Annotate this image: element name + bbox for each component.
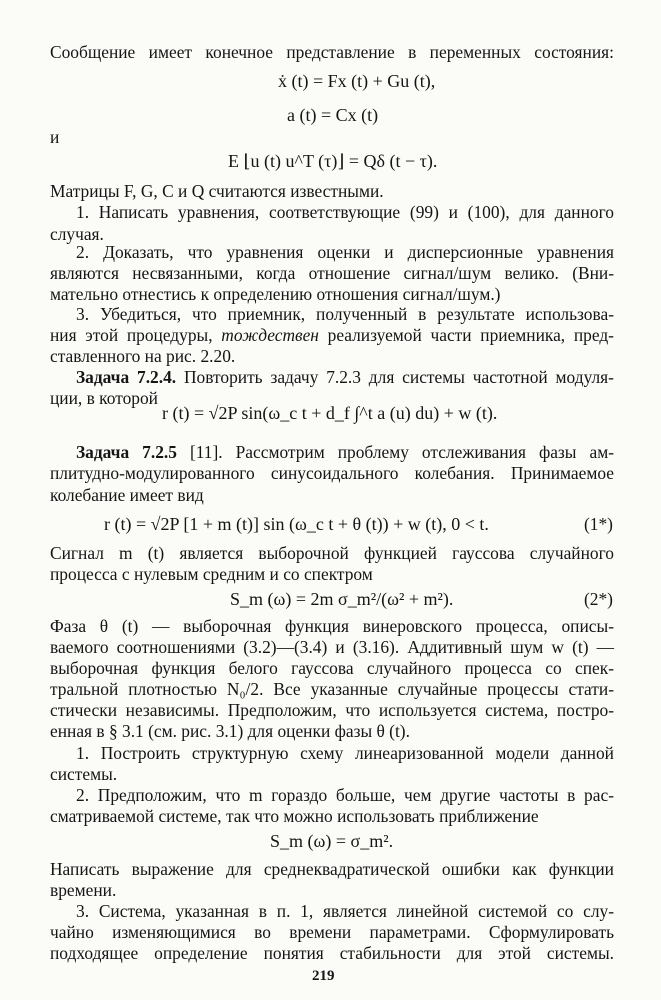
text-line: 2. Предположим, что m гораздо больше, чем другие частоты в рас- bbox=[76, 785, 614, 805]
equation-state: ẋ (t) = Fx (t) + Gu (t), bbox=[278, 71, 436, 91]
text-line: 3. Система, указанная в п. 1, является линейной системой со слу- bbox=[76, 901, 614, 921]
text-line: ваемого соотношениями (3.2)—(3.4) и (3.16). Аддитивный шум w (t) — bbox=[50, 637, 614, 657]
equation-number: (1*) bbox=[584, 514, 613, 534]
text-fragment: Повторить задачу 7.2.3 для системы частотной модуля- bbox=[183, 367, 614, 387]
equation-covariance: E ⌊u (t) u^T (τ)⌋ = Qδ (t − τ). bbox=[228, 151, 438, 171]
text-line bbox=[50, 324, 614, 346]
text-line: мательно отнестись к определению отношения сигнал/шум.) bbox=[50, 284, 501, 304]
emphasis-text: тождествен bbox=[221, 325, 319, 345]
text-line: Фаза θ (t) — выборочная функция винеровского процесса, описы- bbox=[50, 616, 614, 636]
text-line: подходящее определение понятия стабильности для этой системы. bbox=[50, 943, 614, 963]
text-line: системы. bbox=[50, 764, 118, 784]
equation-am: r (t) = √2P [1 + m (t)] sin (ω_c t + θ (t)) + w (t), 0 < t. bbox=[104, 514, 489, 534]
text-fragment: реализуемой части приемника, пред- bbox=[327, 325, 614, 345]
text-line: сматриваемой системе, так что можно использовать приближение bbox=[50, 806, 539, 826]
text-line: колебание имеет вид bbox=[50, 485, 204, 505]
text-line: Матрицы F, G, C и Q считаются известными. bbox=[50, 181, 384, 201]
text-line: случая. bbox=[50, 224, 104, 244]
text-line bbox=[76, 366, 614, 388]
text-line: 1. Построить структурную схему линеаризованной модели данной bbox=[76, 743, 614, 763]
text-line: ставленного на рис. 2.20. bbox=[50, 346, 236, 366]
text-line: и bbox=[50, 127, 60, 147]
equation-approx: S_m (ω) = σ_m². bbox=[270, 831, 394, 851]
text-line bbox=[76, 441, 614, 463]
text-line: являются несвязанными, когда отношение сигнал/шум велико. (Вни- bbox=[50, 263, 614, 283]
text-line: енная в § 3.1 (см. рис. 3.1) для оценки фазы θ (t). bbox=[50, 721, 410, 741]
page-number: 219 bbox=[312, 968, 335, 984]
text-line: стически независимы. Предположим, что используется система, постро- bbox=[50, 700, 614, 720]
text-line: 2. Доказать, что уравнения оценки и дисперсионные уравнения bbox=[76, 242, 614, 262]
task-label: Задача 7.2.5 bbox=[76, 442, 177, 462]
task-label: Задача 7.2.4. bbox=[76, 367, 177, 387]
equation-number: (2*) bbox=[584, 589, 613, 609]
text-line: чайно изменяющимися во времени параметрами. Сформулировать bbox=[50, 922, 614, 942]
text-line: Сигнал m (t) является выборочной функцией гауссова случайного bbox=[50, 543, 614, 563]
text-fragment: ния этой процедуры, bbox=[50, 325, 213, 345]
equation-fm: r (t) = √2P sin(ω_c t + d_f ∫^t a (u) du) + w (t). bbox=[162, 403, 498, 423]
text-line: ции, в которой bbox=[50, 388, 158, 408]
text-line: выборочная функция белого гауссова случайного процесса со спек- bbox=[50, 658, 614, 678]
text-line: тральной плотностью N₀/2. Все указанные случайные процессы стати- bbox=[50, 679, 614, 699]
text-line: Сообщение имеет конечное представление в переменных состояния: bbox=[50, 42, 614, 62]
text-fragment: [11]. Рассмотрим проблему отслеживания фазы ам- bbox=[189, 442, 614, 462]
text-line: 1. Написать уравнения, соответствующие (99) и (100), для данного bbox=[76, 202, 614, 222]
text-line: плитудно-модулированного синусоидального колебания. Принимаемое bbox=[50, 463, 614, 483]
equation-spectrum: S_m (ω) = 2m σ_m²/(ω² + m²). bbox=[230, 589, 454, 609]
text-line: времени. bbox=[50, 880, 117, 900]
text-line: 3. Убедиться, что приемник, полученный в результате использова- bbox=[76, 304, 614, 324]
equation-output: a (t) = Cx (t) bbox=[287, 105, 379, 125]
text-line: Написать выражение для среднеквадратической ошибки как функции bbox=[50, 859, 614, 879]
text-line: процесса с нулевым средним и со спектром bbox=[50, 564, 373, 584]
